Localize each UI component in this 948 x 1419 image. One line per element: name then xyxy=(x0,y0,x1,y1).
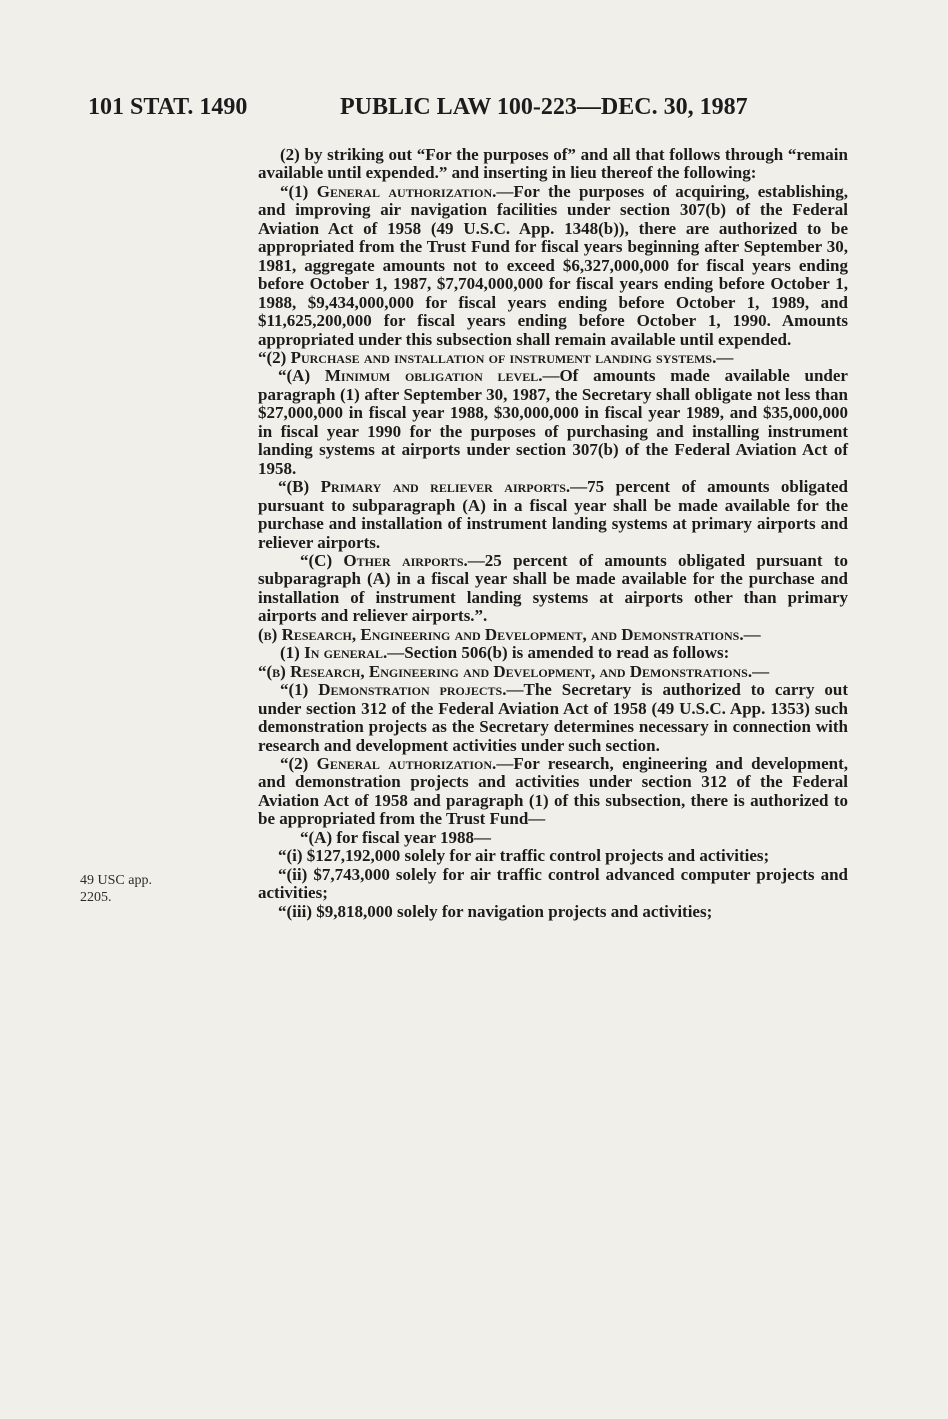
heading-demonstration-projects: “(1) Demonstration projects. xyxy=(280,680,507,700)
stat-page-number: 101 STAT. 1490 xyxy=(88,94,248,120)
paragraph-rd-quoted-heading: “(b) Research, Engineering and Development, and Demonstrations.— xyxy=(258,661,770,681)
paragraph-primary-reliever: “(B) Primary and reliever airports.—75 percent of amounts obligated pursuant to subparagraph (A) in a fiscal year shall be made available for the purchase and installation of instrument landing systems at primary airports and reliever airports. xyxy=(258,477,848,552)
paragraph-in-general: (1) In general.—Section 506(b) is amended to read as follows: xyxy=(280,643,730,663)
heading-in-general: (1) In general. xyxy=(280,643,388,663)
margin-citation xyxy=(80,872,190,906)
heading-rd-quoted: “(b) Research, Engineering and Development, and Demonstrations. xyxy=(258,661,753,681)
paragraph-rd-heading: (b) Research, Engineering and Development, and Demonstrations.— xyxy=(258,624,761,644)
heading-other-airports: “(C) Other airports. xyxy=(300,550,468,570)
paragraph-item-ii: “(ii) $7,743,000 solely for air traffic control advanced computer projects and activities; xyxy=(258,864,848,903)
paragraph-demonstration-projects: “(1) Demonstration projects.—The Secretary is authorized to carry out under section 312 of the Federal Aviation Act of 1958 (49 U.S.C. App. 1353) such demonstration projects as the Secretary determines necessary in connection with research and development activities under such section. xyxy=(258,680,848,755)
paragraph-strike-amendment: (2) by striking out “For the purposes of” and all that follows through “remain available until expended.” and inserting in lieu thereof the following: xyxy=(258,145,848,183)
heading-primary-reliever: “(B) Primary and reliever airports. xyxy=(278,477,571,497)
paragraph-rd-general-authorization: “(2) General authorization.—For research, engineering and development, and demonstration projects and activities under section 312 of the Federal Aviation Act of 1958 and paragraph (1) of this subsection, there is authorized to be appropriated from the Trust Fund— xyxy=(258,753,848,829)
statute-body xyxy=(258,146,848,921)
heading-rd-general-authorization: “(2) General authorization. xyxy=(280,753,497,773)
heading-rd: (b) Research, Engineering and Development, and Demonstrations. xyxy=(258,624,744,644)
margin-citation-line-1: 49 USC app. xyxy=(80,873,152,888)
paragraph-minimum-obligation: “(A) Minimum obligation level.—Of amounts made available under paragraph (1) after September 30, 1987, the Secretary shall obligate not less than $27,000,000 in fiscal year 1988, $30,000,000 in fiscal year 1989, and $35,000,000 in fiscal year 1990 for the purposes of purchasing and installing instrument landing systems at airports under section 307(b) of the Federal Aviation Act of 1958. xyxy=(258,366,848,478)
page-header xyxy=(88,94,848,126)
paragraph-ils-heading: “(2) Purchase and installation of instrument landing systems.— xyxy=(258,347,734,367)
paragraph-other-airports: “(C) Other airports.—25 percent of amounts obligated pursuant to subparagraph (A) in a fiscal year shall be made available for the purchase and installation of instrument landing systems at airports other than primary airports and reliever airports.”. xyxy=(258,550,848,626)
heading-ils: “(2) Purchase and installation of instrument landing systems. xyxy=(258,347,717,367)
paragraph-item-i: “(i) $127,192,000 solely for air traffic control projects and activities; xyxy=(278,846,770,866)
heading-minimum-obligation: “(A) Minimum obligation level. xyxy=(278,366,543,386)
paragraph-item-iii: “(iii) $9,818,000 solely for navigation projects and activities; xyxy=(278,901,713,921)
paragraph-fiscal-1988: “(A) for fiscal year 1988— xyxy=(300,827,492,847)
public-law-title: PUBLIC LAW 100-223—DEC. 30, 1987 xyxy=(340,94,748,120)
paragraph-general-authorization: “(1) General authorization.—For the purposes of acquiring, establishing, and improving air navigation facilities under section 307(b) of the Federal Aviation Act of 1958 (49 U.S.C. App. 1348(b)), there are authorized to be appropriated from the Trust Fund for fiscal years beginning after September 30, 1981, aggregate amounts not to exceed $6,327,000,000 for fiscal years ending before October 1, 1987, $7,704,000,000 for fiscal years ending before October 1, 1988, $9,434,000,000 for fiscal years ending before October 1, 1989, and $11,625,200,000 for fiscal years ending before October 1, 1990. Amounts appropriated under this subsection shall remain available until expended. xyxy=(258,181,848,349)
margin-citation-line-2: 2205. xyxy=(80,890,112,905)
heading-general-authorization: “(1) General authorization. xyxy=(280,181,497,201)
